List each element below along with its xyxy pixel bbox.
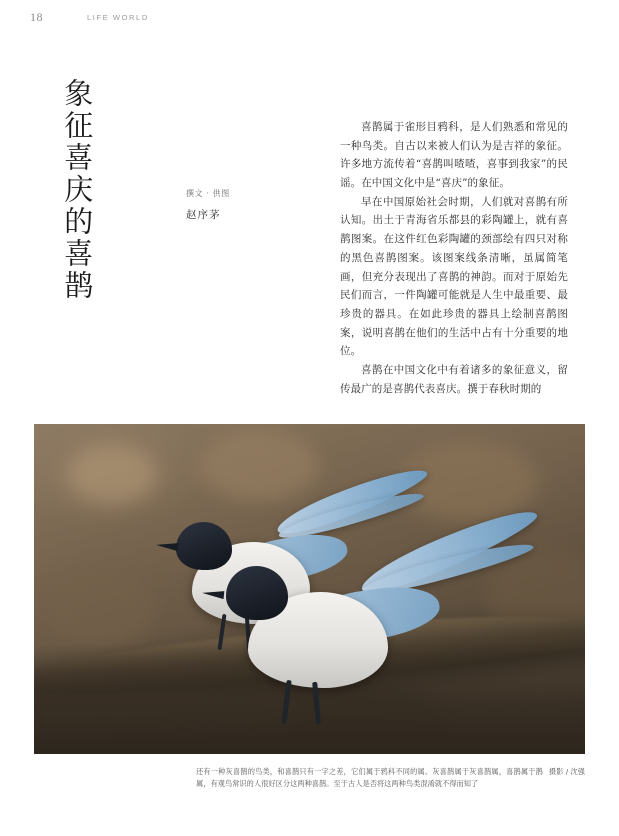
caption-body: 还有一种灰喜鹊的鸟类，和喜鹊只有一字之差，它们属于鸦科不同的属。灰喜鹊属于灰喜鹊属，喜鹊属于鹊属，有观鸟常识的人很好区分这两种喜鹊。至于古人是否将这两种鸟类混淆就不得而知了 [196,767,543,789]
body-paragraph: 早在中国原始社会时期，人们就对喜鹊有所认知。出土于青海省乐都县的彩陶罐上，就有喜鹊图案。在这件红色彩陶罐的颈部绘有四只对称的黑色喜鹊图案。该图案线条清晰，虽属简笔画，但充分表现出了喜鹊的神韵。而对于原始先民们而言，一件陶罐可能就是人生中最重要、最珍贵的器具。在如此珍贵的器具上绘制喜鹊图案，说明喜鹊在他们的生活中占有十分重要的地位。 [340,195,568,358]
running-head [30,10,589,30]
article-photo [34,424,585,754]
page-number: 18 [30,10,43,24]
article-title-block [58,78,104,338]
caption-credit: 摄影 / 沈强 [548,767,585,776]
page-title: 象征喜庆的喜鹊 [60,78,95,302]
magpie-front [204,542,514,722]
body-text-column [340,118,568,398]
running-head-title: LIFE WORLD [87,13,149,22]
photo-caption [196,766,585,791]
photo-background [34,424,585,754]
byline-author: 赵序茅 [186,209,221,221]
caption-text [196,766,585,791]
body-paragraph: 喜鹊在中国文化中有着诸多的象征意义，留传最广的是喜鹊代表喜庆。撰于春秋时期的 [340,363,568,395]
body-paragraph: 喜鹊属于雀形目鸦科，是人们熟悉和常见的一种鸟类。自古以来被人们认为是吉祥的象征。许多地方流传着“喜鹊叫喳喳，喜事到我家”的民谣。在中国文化中是“喜庆”的象征。 [340,121,568,190]
byline-role: 撰文 · 供图 [186,189,230,198]
byline [186,188,256,222]
